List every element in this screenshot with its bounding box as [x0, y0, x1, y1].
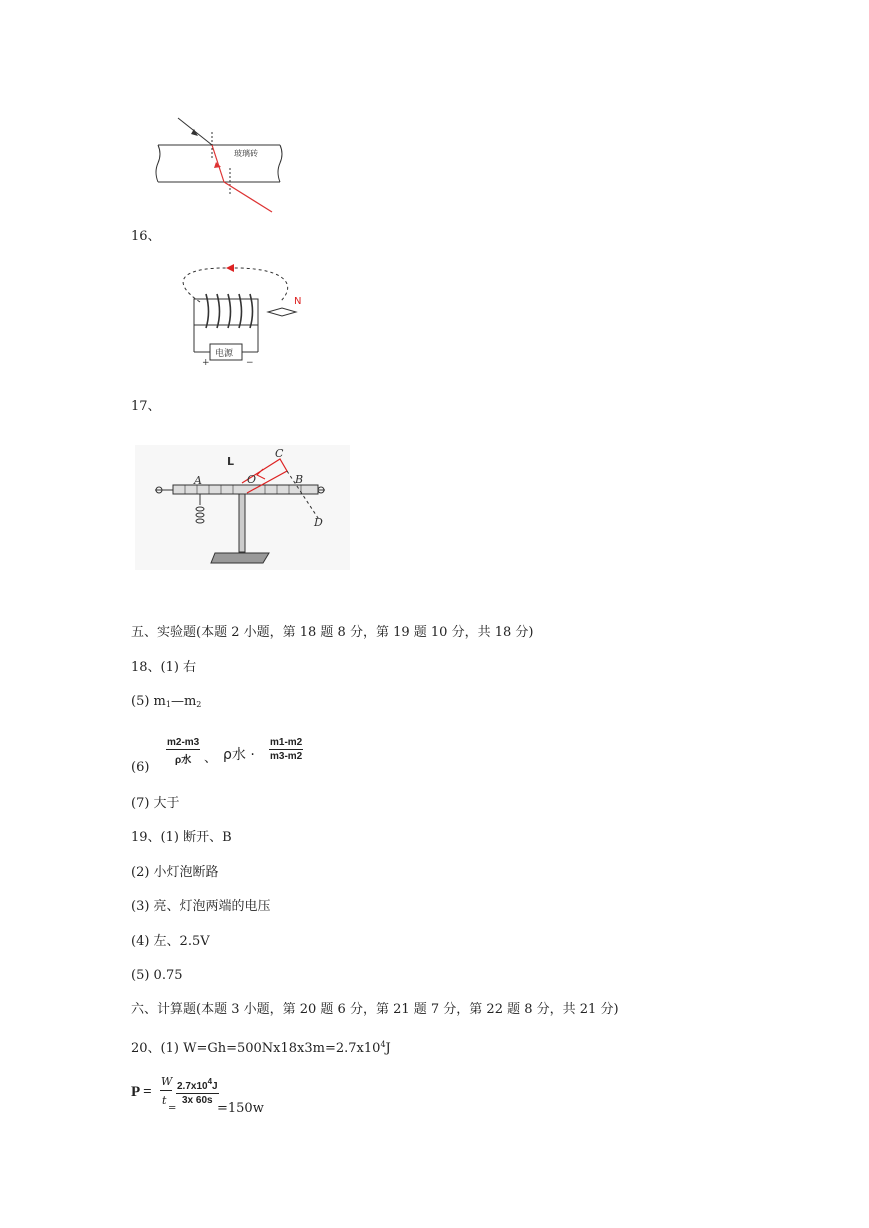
q18-answer-6-prefix: (6) — [131, 760, 150, 775]
q18-answer-7: (7) 大于 — [131, 796, 180, 811]
density-fraction-2: $\frac{m1-m2}{m3-m2}$ — [270, 737, 303, 762]
glass-block-label: 玻璃砖 — [234, 149, 258, 158]
power-symbol: P = — [131, 1084, 152, 1100]
q18-answer-6-separator: 、 — [204, 751, 218, 766]
label-C: C — [275, 447, 284, 460]
q20-answer-1: 20、(1) $W=Gh=500Nx18x3m=2.7x10^4J$ — [131, 1040, 391, 1056]
label-L: L — [227, 455, 235, 468]
lever-diagram — [135, 445, 350, 570]
label-D: D — [314, 516, 323, 529]
q19-answer-3: (3) 亮、灯泡两端的电压 — [131, 899, 271, 914]
power-calculation-fraction: $\frac{2.7x10^4J}{3x 60s}$ — [177, 1077, 218, 1106]
q19-answer-5: (5) 0.75 — [131, 968, 183, 983]
question-17-number: 17、 — [131, 399, 161, 414]
plus-sign: + — [202, 358, 210, 368]
fraction-bar-w-t — [160, 1090, 172, 1091]
time-symbol: t — [162, 1094, 167, 1107]
label-A: A — [194, 474, 202, 487]
question-16-number: 16、 — [131, 229, 161, 244]
label-B: B — [295, 473, 304, 486]
north-pole-label: N — [294, 296, 302, 307]
q19-answer-2: (2) 小灯泡断路 — [131, 865, 219, 880]
refraction-diagram — [150, 110, 290, 220]
section-6-heading: 六、计算题(本题 3 小题，第 20 题 6 分，第 21 题 7 分，第 22 题 8 分，共 21 分) — [131, 1002, 619, 1017]
density-fraction-1: m2-m3 ρ水 — [167, 737, 200, 766]
section-5-heading: 五、实验题(本题 2 小题，第 18 题 8 分，第 19 题 10 分，共 18 分) — [131, 625, 534, 640]
minus-sign: − — [246, 358, 254, 368]
power-result: =150w — [217, 1101, 264, 1116]
q19-answer-1: 19、(1) 断开、B — [131, 830, 232, 845]
q18-answer-5: (5) $m_1—m_2$ — [131, 694, 202, 709]
equals-sign: = — [168, 1103, 177, 1114]
solenoid-diagram — [170, 262, 330, 372]
q18-answer-1: 18、(1) 右 — [131, 660, 197, 675]
work-symbol: W — [161, 1075, 173, 1088]
q19-answer-4: (4) 左、2.5V — [131, 934, 210, 949]
rho-water-symbol: ρ水 · — [223, 747, 255, 763]
label-O: O — [247, 473, 257, 486]
power-supply-label: 电源 — [215, 349, 234, 359]
